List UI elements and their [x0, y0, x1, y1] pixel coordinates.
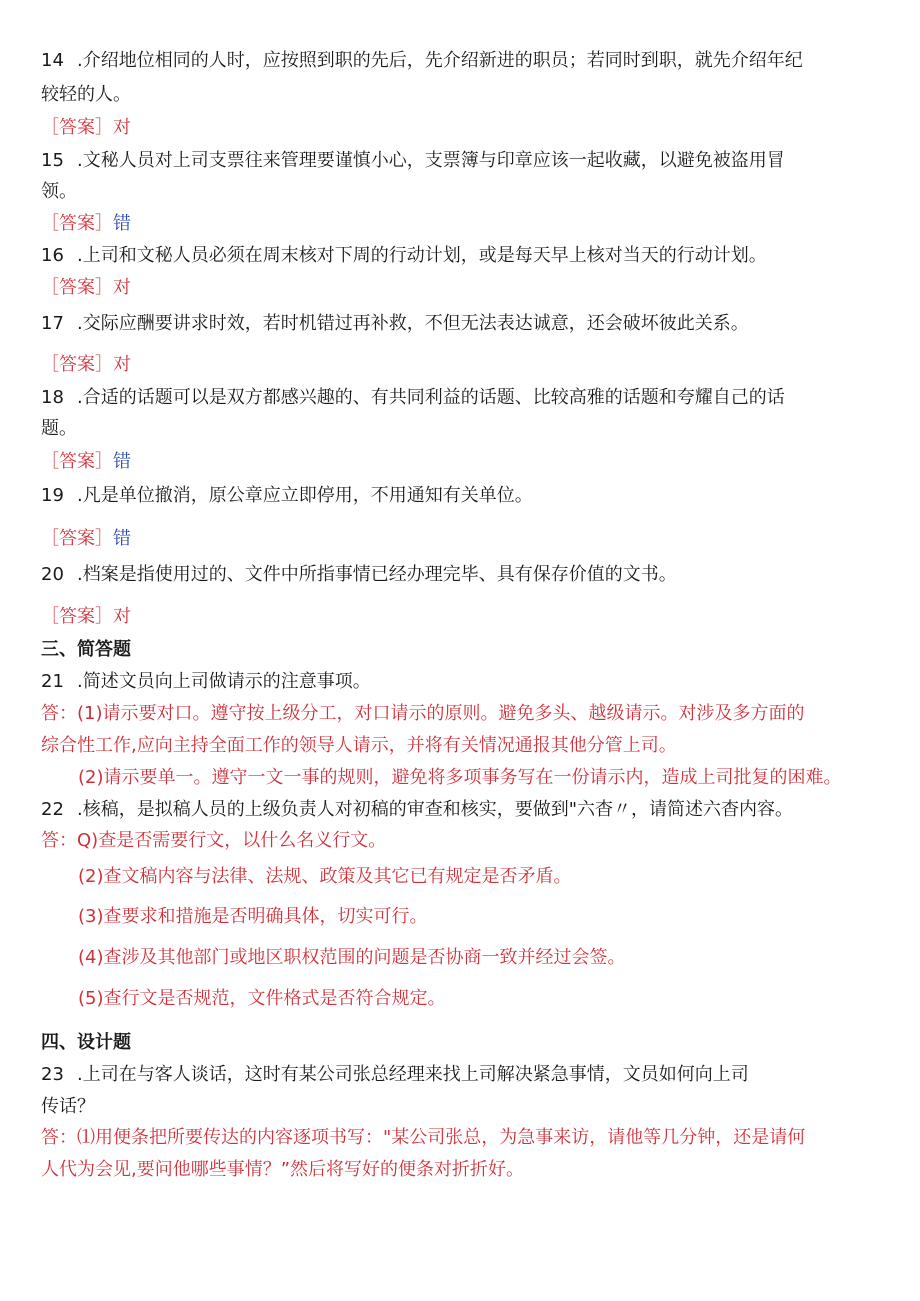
answer-tag: ［答案］: [41, 277, 113, 298]
question-number: 19: [41, 485, 64, 506]
question-number: 16: [41, 245, 64, 266]
question-number: 17: [41, 313, 64, 334]
answer-22-line-1: 答：Q)查是否需要行文，以什么名义行文。: [41, 830, 387, 851]
question-19: [41, 486, 533, 506]
question-text: .上司在与客人谈话，这时有某公司张总经理来找上司解决紧急事情，文员如何向上司: [77, 1064, 749, 1085]
question-23-cont: 传话？: [41, 1096, 95, 1117]
answer-value: 对: [113, 117, 131, 138]
answer-tag: ［答案］: [41, 451, 113, 472]
answer-14: [41, 118, 131, 138]
question-text: .简述文员向上司做请示的注意事项。: [77, 671, 371, 692]
answer-22-line-4: (4)查涉及其他部门或地区职权范围的问题是否协商一致并经过会签。: [78, 947, 626, 968]
answer-value: 对: [113, 277, 131, 298]
answer-19: [41, 529, 131, 549]
question-21: [41, 672, 371, 692]
question-14: [41, 51, 803, 71]
answer-value: 错: [113, 213, 131, 234]
question-text: .核稿，是拟稿人员的上级负责人对初稿的审查和核实，要做到"六杳〃，请简述六杳内容。: [77, 799, 793, 820]
answer-18: [41, 452, 131, 472]
question-text: .档案是指使用过的、文件中所指事情已经办理完毕、具有保存价值的文书。: [77, 564, 677, 585]
question-number: 23: [41, 1064, 64, 1085]
answer-21-line-3: (2)请示要单一。遵守一文一事的规则，避免将多项事务写在一份请示内，造成上司批复的困难。: [78, 767, 842, 788]
question-15: [41, 151, 785, 171]
answer-value: 对: [113, 354, 131, 375]
answer-17: [41, 355, 131, 375]
question-number: 15: [41, 150, 64, 171]
question-number: 21: [41, 671, 64, 692]
question-number: 20: [41, 564, 64, 585]
question-text: .文秘人员对上司支票往来管理要谨慎小心，支票簿与印章应该一起收藏，以避免被盗用冒: [77, 150, 785, 171]
answer-value: 对: [113, 606, 131, 627]
question-17: [41, 314, 749, 334]
answer-16: [41, 278, 131, 298]
question-number: 18: [41, 387, 64, 408]
answer-tag: ［答案］: [41, 117, 113, 138]
answer-22-line-2: (2)查文稿内容与法律、法规、政策及其它已有规定是否矛盾。: [78, 866, 572, 887]
question-16: [41, 246, 767, 266]
answer-value: 错: [113, 528, 131, 549]
question-text: .介绍地位相同的人时，应按照到职的先后，先介绍新进的职员；若同时到职，就先介绍年纪: [77, 50, 803, 71]
answer-15: [41, 214, 131, 234]
answer-23-line-2: 人代为会见,要问他哪些事情？”然后将写好的便条对折折好。: [41, 1159, 525, 1180]
question-22: [41, 800, 793, 820]
question-18-cont: 题。: [41, 418, 77, 439]
answer-tag: ［答案］: [41, 606, 113, 627]
answer-value: 错: [113, 451, 131, 472]
question-23: [41, 1065, 749, 1085]
answer-21-line-2: 综合性工作,应向主持全面工作的领导人请示，并将有关情况通报其他分管上司。: [41, 735, 677, 756]
question-14-cont: 较轻的人。: [41, 84, 131, 105]
answer-23-line-1: 答：⑴用便条把所要传达的内容逐项书写："某公司张总，为急事来访，请他等几分钟，还是请何: [41, 1127, 806, 1148]
answer-tag: ［答案］: [41, 354, 113, 375]
question-18: [41, 388, 785, 408]
answer-21-line-1: 答：(1)请示要对口。遵守按上级分工，对口请示的原则。避免多头、越级请示。对涉及多方面的: [41, 703, 805, 724]
answer-tag: ［答案］: [41, 213, 113, 234]
question-text: .交际应酬要讲求时效，若时机错过再补救，不但无法表达诚意，还会破坏彼此关系。: [77, 313, 749, 334]
question-text: .上司和文秘人员必须在周末核对下周的行动计划，或是每天早上核对当天的行动计划。: [77, 245, 767, 266]
question-text: .凡是单位撤消，原公章应立即停用，不用通知有关单位。: [77, 485, 533, 506]
answer-tag: ［答案］: [41, 528, 113, 549]
question-15-cont: 领。: [41, 181, 77, 202]
question-text: .合适的话题可以是双方都感兴趣的、有共同利益的话题、比较高雅的话题和夸耀自己的话: [77, 387, 785, 408]
answer-20: [41, 607, 131, 627]
question-20: [41, 565, 677, 585]
section-heading-short-answer: 三、简答题: [41, 639, 131, 660]
section-heading-design: 四、设计题: [41, 1032, 131, 1053]
question-number: 22: [41, 799, 64, 820]
answer-22-line-5: (5)查行文是否规范，文件格式是否符合规定。: [78, 988, 446, 1009]
question-number: 14: [41, 50, 64, 71]
answer-22-line-3: (3)查要求和措施是否明确具体，切实可行。: [78, 906, 428, 927]
